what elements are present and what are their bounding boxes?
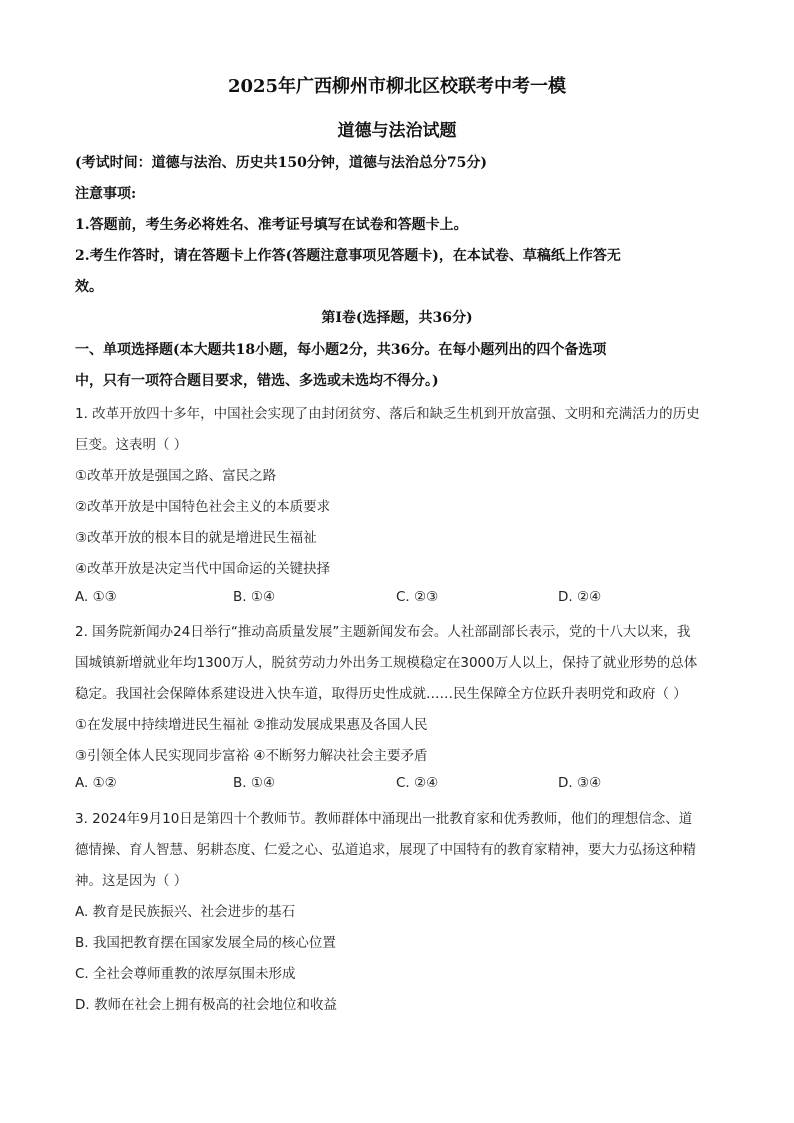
question-2-option-c: C. ②④	[396, 775, 439, 791]
question-3-option-d: D. 教师在社会上拥有极高的社会地位和收益	[75, 997, 337, 1013]
exam-title: 2025年广西柳州市柳北区校联考中考一模	[227, 76, 567, 97]
notes-item-1: 1.答题前，考生务必将姓名、准考证号填写在试卷和答题卡上。	[75, 217, 468, 233]
notes-item-2-line-2: 效。	[75, 279, 103, 295]
notes-heading: 注意事项:	[75, 186, 137, 202]
question-3-option-c: C. 全社会尊师重教的浓厚氛围未形成	[75, 966, 296, 982]
question-1-stem-line-1: 1. 改革开放四十多年，中国社会实现了由封闭贫穷、落后和缺乏生机到开放富强、文明和充满活力的历史	[75, 406, 700, 422]
question-1-option-b: B. ①④	[233, 589, 276, 605]
question-2-option-a: A. ①②	[75, 775, 117, 791]
section-instruction-line-2: 中，只有一项符合题目要求，错选、多选或未选均不得分。)	[75, 373, 439, 389]
question-3-stem-line-3: 神。这是因为（ ）	[75, 873, 188, 889]
question-1-option-d: D. ②④	[558, 589, 602, 605]
question-3-option-b: B. 我国把教育摆在国家发展全局的核心位置	[75, 935, 336, 951]
question-1-statement-4: ④改革开放是决定当代中国命运的关键抉择	[75, 561, 331, 577]
question-1-statement-2: ②改革开放是中国特色社会主义的本质要求	[75, 499, 331, 515]
section-instruction-line-1: 一、单项选择题(本大题共18小题，每小题2分，共36分。在每小题列出的四个备选项	[75, 342, 607, 358]
question-3-stem-line-1: 3. 2024年9月10日是第四十个教师节。教师群体中涌现出一批教育家和优秀教师，他们的理想信念、道	[75, 811, 693, 827]
question-2-statements-row-2: ③引领全体人民实现同步富裕 ④不断努力解决社会主要矛盾	[75, 748, 428, 764]
question-2-stem-line-2: 国城镇新增就业年均1300万人，脱贫劳动力外出务工规模稳定在3000万人以上，保持了就业形势的总体	[75, 655, 698, 671]
question-2-option-d: D. ③④	[558, 775, 602, 791]
question-3-option-a: A. 教育是民族振兴、社会进步的基石	[75, 904, 296, 920]
notes-item-2-line-1: 2.考生作答时，请在答题卡上作答(答题注意事项见答题卡)，在本试卷、草稿纸上作答无	[75, 248, 621, 264]
question-1-statement-3: ③改革开放的根本目的就是增进民生福祉	[75, 530, 317, 546]
question-1-option-c: C. ②③	[396, 589, 439, 605]
exam-time-note: (考试时间：道德与法治、历史共150分钟，道德与法治总分75分)	[75, 155, 487, 171]
section-title: 第Ⅰ卷(选择题，共36分)	[321, 310, 473, 326]
question-2-statements-row-1: ①在发展中持续增进民生福祉 ②推动发展成果惠及各国人民	[75, 717, 428, 733]
question-2-stem-line-1: 2. 国务院新闻办24日举行“推动高质量发展”主题新闻发布会。人社部副部长表示，党的十八大以来，我	[75, 624, 691, 640]
question-3-stem-line-2: 德情操、育人智慧、躬耕态度、仁爱之心、弘道追求，展现了中国特有的教育家精神，要大力弘扬这种精	[75, 842, 696, 858]
question-2-option-b: B. ①④	[233, 775, 276, 791]
exam-subtitle: 道德与法治试题	[337, 121, 457, 141]
question-1-option-a: A. ①③	[75, 589, 117, 605]
question-2-stem-line-3: 稳定。我国社会保障体系建设进入快车道，取得历史性成就……民生保障全方位跃升表明党和政府（ ）	[75, 686, 687, 702]
question-1-statement-1: ①改革开放是强国之路、富民之路	[75, 468, 277, 484]
question-1-stem-line-2: 巨变。这表明（ ）	[75, 437, 188, 453]
